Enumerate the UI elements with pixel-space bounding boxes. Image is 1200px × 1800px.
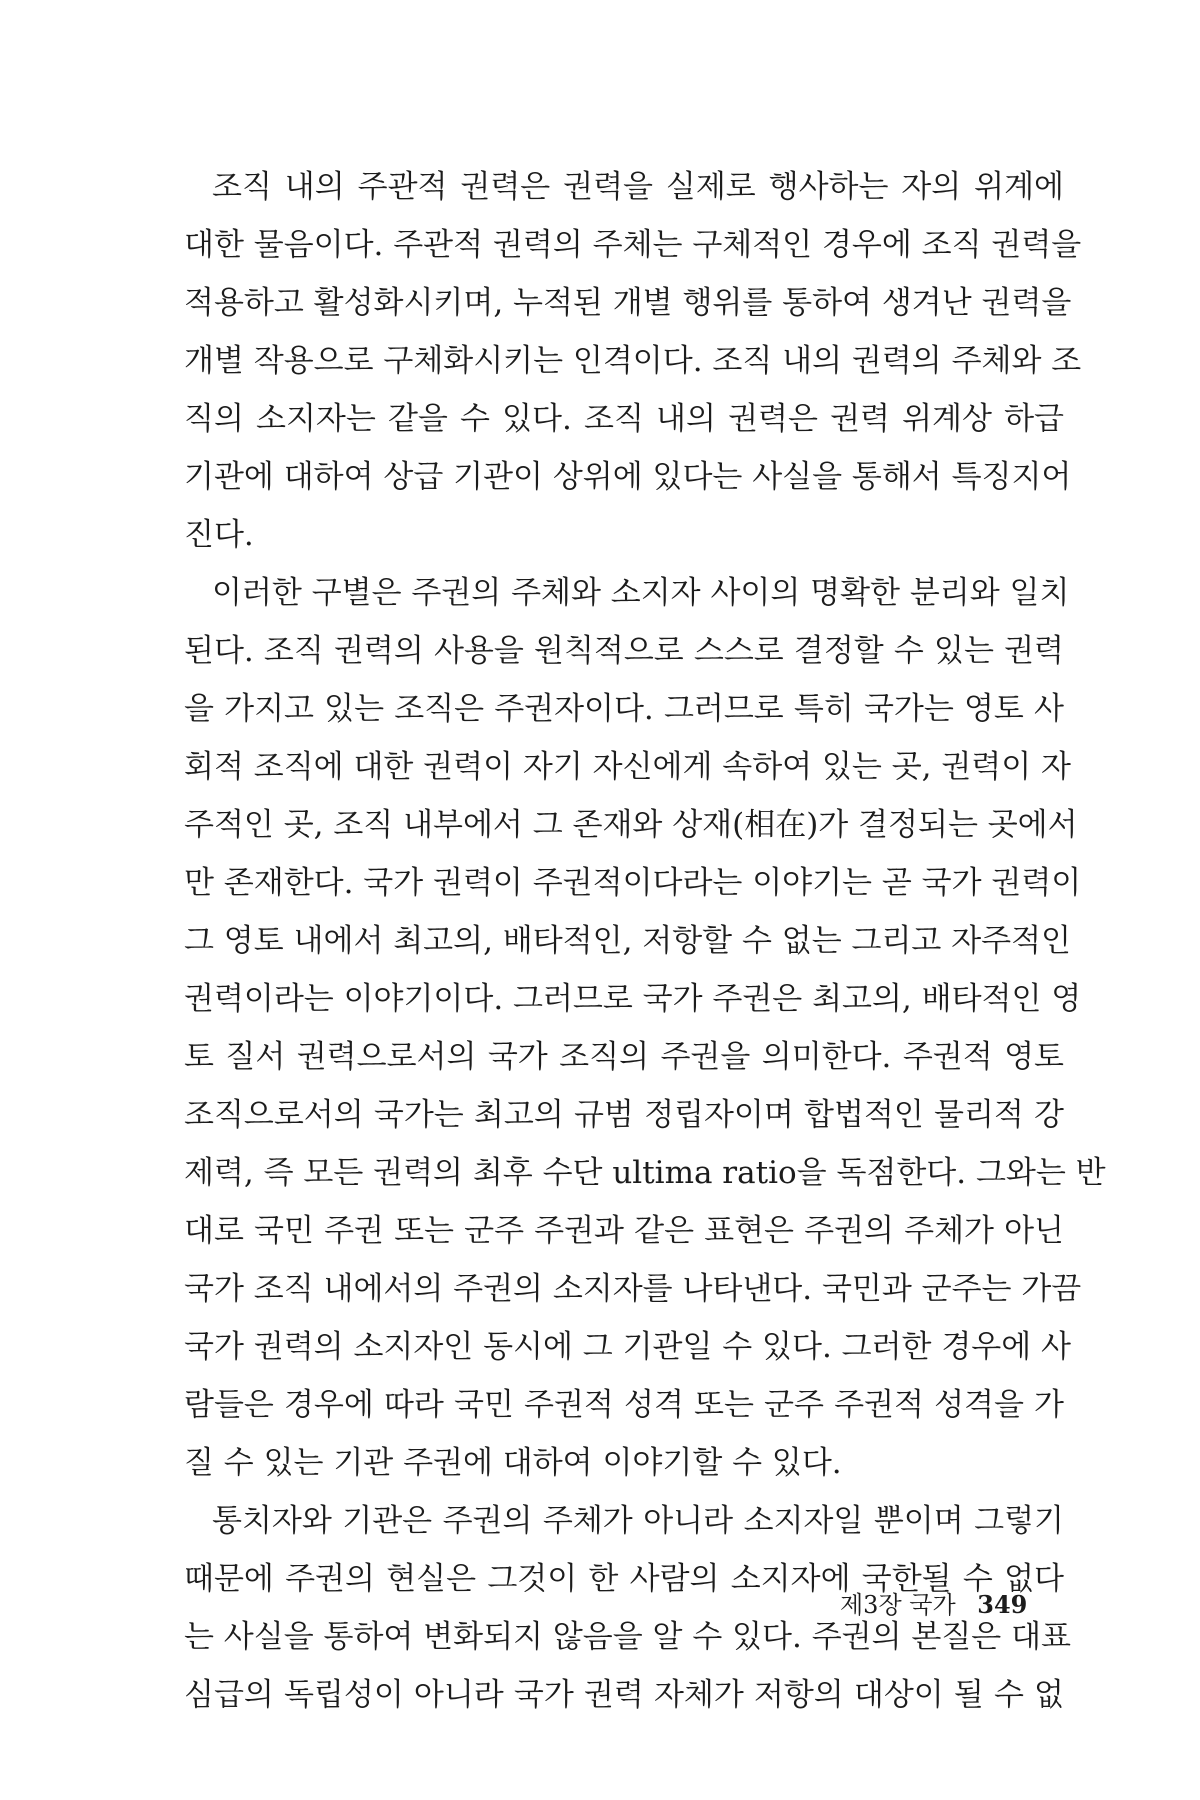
paragraph-2-line-4: 회적 조직에 대한 권력이 자기 자신에게 속하여 있는 곳, 권력이 자 — [184, 749, 1071, 785]
paragraph-1-line-6: 기관에 대하여 상급 기관이 상위에 있다는 사실을 통해서 특징지어 — [184, 459, 1072, 495]
paragraph-2-line-6: 만 존재한다. 국가 권력이 주권적이다라는 이야기는 곧 국가 권력이 — [184, 865, 1082, 901]
paragraph-2-line-5: 주적인 곳, 조직 내부에서 그 존재와 상재(相在)가 결정되는 곳에서 — [184, 807, 1078, 843]
paragraph-1-line-4: 개별 작용으로 구체화시키는 인격이다. 조직 내의 권력의 주체와 조 — [184, 343, 1082, 379]
paragraph-1-line-2: 대한 물음이다. 주관적 권력의 주체는 구체적인 경우에 조직 권력을 — [184, 227, 1082, 263]
paragraph-2-line-2: 된다. 조직 권력의 사용을 원칙적으로 스스로 결정할 수 있는 권력 — [184, 633, 1064, 669]
paragraph-3-line-3: 는 사실을 통하여 변화되지 않음을 알 수 있다. 주권의 본질은 대표 — [184, 1619, 1071, 1655]
paragraph-2-line-15: 람들은 경우에 따라 국민 주권적 성격 또는 군주 주권적 성격을 가 — [184, 1387, 1064, 1423]
paragraph-3-line-2: 때문에 주권의 현실은 그것이 한 사람의 소지자에 국한될 수 없다 — [184, 1561, 1064, 1597]
paragraph-2-line-11: 제력, 즉 모든 권력의 최후 수단 ultima ratio을 독점한다. 그와는 반 — [184, 1155, 1106, 1191]
body-text — [184, 158, 1106, 1724]
paragraph-1-line-3: 적용하고 활성화시키며, 누적된 개별 행위를 통하여 생겨난 권력을 — [184, 285, 1072, 321]
paragraph-1-line-5: 직의 소지자는 같을 수 있다. 조직 내의 권력은 권력 위계상 하급 — [184, 401, 1064, 437]
paragraph-2-line-14: 국가 권력의 소지자인 동시에 그 기관일 수 있다. 그러한 경우에 사 — [184, 1329, 1071, 1365]
page-footer — [840, 1590, 1027, 1620]
footer-page-number: 349 — [977, 1590, 1028, 1619]
paragraph-1-line-1: 조직 내의 주관적 권력은 권력을 실제로 행사하는 자의 위계에 — [212, 169, 1064, 205]
paragraph-2-line-12: 대로 국민 주권 또는 군주 주권과 같은 표현은 주권의 주체가 아닌 — [184, 1213, 1064, 1249]
footer-chapter: 제3장 국가 — [840, 1591, 956, 1619]
paragraph-3-line-1: 통치자와 기관은 주권의 주체가 아니라 소지자일 뿐이며 그렇기 — [212, 1503, 1064, 1539]
paragraph-3-line-4: 심급의 독립성이 아니라 국가 권력 자체가 저항의 대상이 될 수 없 — [184, 1677, 1064, 1713]
paragraph-2-line-10: 조직으로서의 국가는 최고의 규범 정립자이며 합법적인 물리적 강 — [184, 1097, 1064, 1133]
paragraph-2-line-16: 질 수 있는 기관 주권에 대하여 이야기할 수 있다. — [184, 1445, 842, 1481]
paragraph-2-line-8: 권력이라는 이야기이다. 그러므로 국가 주권은 최고의, 배타적인 영 — [184, 981, 1082, 1017]
paragraph-2-line-7: 그 영토 내에서 최고의, 배타적인, 저항할 수 없는 그리고 자주적인 — [184, 923, 1071, 959]
paragraph-2-line-9: 토 질서 권력으로서의 국가 조직의 주권을 의미한다. 주권적 영토 — [184, 1039, 1064, 1075]
paragraph-2-line-3: 을 가지고 있는 조직은 주권자이다. 그러므로 특히 국가는 영토 사 — [184, 691, 1064, 727]
paragraph-2-line-1: 이러한 구별은 주권의 주체와 소지자 사이의 명확한 분리와 일치 — [212, 575, 1070, 611]
paragraph-1-line-7: 진다. — [184, 517, 254, 553]
paragraph-2-line-13: 국가 조직 내에서의 주권의 소지자를 나타낸다. 국민과 군주는 가끔 — [184, 1271, 1082, 1307]
